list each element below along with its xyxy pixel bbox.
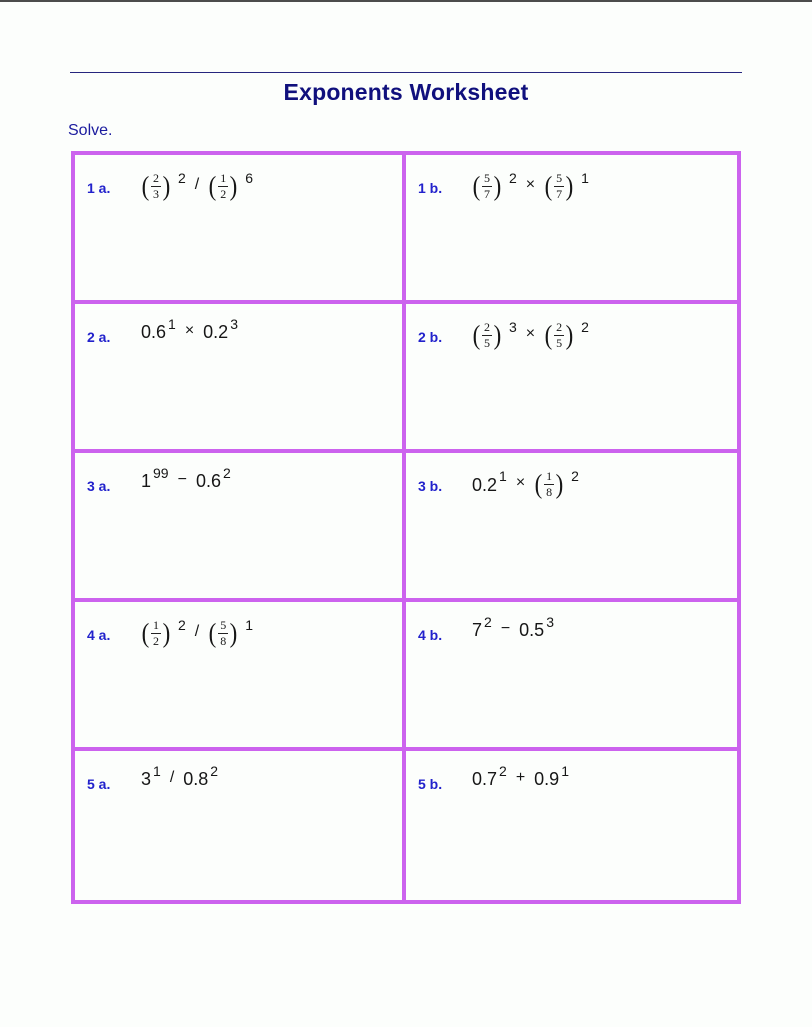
exponent: 6 — [245, 170, 254, 187]
problem-label: 4 b. — [418, 627, 443, 643]
open-paren: ( — [208, 170, 217, 201]
problem-expression — [472, 171, 589, 201]
exponent: 1 — [561, 762, 569, 779]
fraction — [141, 170, 171, 201]
problem-expression — [141, 464, 231, 492]
base-number: 0.7 — [472, 769, 498, 789]
denominator: 2 — [220, 186, 227, 201]
numerator: 2 — [556, 320, 563, 334]
fraction-stack — [554, 172, 564, 200]
numerator: 5 — [484, 171, 490, 185]
exponent: 1 — [499, 468, 507, 485]
problem-expression — [472, 613, 554, 641]
problem-expression — [141, 315, 238, 343]
fraction-stack — [218, 619, 228, 647]
problem-label: 4 a. — [87, 627, 111, 643]
exponent: 3 — [546, 613, 554, 630]
denominator: 7 — [484, 186, 490, 201]
fraction — [534, 468, 564, 499]
fraction — [472, 319, 502, 350]
operator: × — [525, 176, 536, 194]
problem-expression — [141, 171, 253, 201]
problem-cell — [406, 304, 737, 453]
base-number: 0.2 — [472, 474, 498, 495]
numerator: 1 — [546, 469, 553, 483]
numerator: 1 — [153, 618, 159, 632]
fraction — [141, 617, 171, 648]
operator: × — [525, 325, 536, 343]
problem-expression — [141, 618, 253, 648]
close-paren: ) — [162, 617, 171, 648]
close-paren: ) — [565, 170, 574, 201]
close-paren: ) — [565, 319, 574, 350]
fraction-stack — [482, 321, 492, 349]
page-title: Exponents Worksheet — [283, 79, 529, 105]
open-paren: ( — [544, 170, 553, 201]
problem-label: 5 b. — [418, 776, 443, 792]
operator: × — [184, 321, 195, 339]
base-number: 0.2 — [203, 322, 229, 342]
open-paren: ( — [141, 170, 150, 201]
fraction-stack — [151, 172, 161, 200]
numerator: 5 — [556, 171, 563, 185]
exponent: 2 — [210, 762, 219, 779]
problem-cell — [75, 155, 406, 304]
problem-label: 1 a. — [87, 180, 111, 196]
exponent: 2 — [571, 468, 579, 485]
fraction — [544, 319, 574, 350]
operator: − — [500, 619, 511, 637]
exponent: 2 — [499, 762, 507, 779]
problem-cell — [406, 602, 737, 751]
base-number: 0.6 — [141, 322, 167, 342]
close-paren: ) — [493, 319, 502, 350]
denominator: 5 — [556, 335, 563, 350]
exponent: 1 — [581, 170, 589, 187]
base-number: 7 — [472, 620, 483, 640]
denominator: 7 — [556, 186, 563, 201]
problem-expression — [141, 762, 219, 790]
fraction-stack — [544, 470, 554, 498]
base-number: 0.6 — [195, 471, 221, 491]
exponent: 1 — [168, 315, 176, 332]
numerator: 2 — [153, 171, 159, 185]
problem-cell — [406, 155, 737, 304]
title-divider-line — [70, 72, 742, 73]
problem-label: 3 b. — [418, 478, 443, 494]
denominator: 2 — [153, 633, 159, 648]
open-paren: ( — [141, 617, 150, 648]
operator: / — [169, 768, 175, 786]
problem-label: 3 a. — [87, 478, 111, 494]
exponent: 2 — [581, 319, 589, 336]
close-paren: ) — [555, 468, 564, 499]
exponent: 2 — [178, 170, 186, 187]
problem-cell — [75, 304, 406, 453]
worksheet-grid — [71, 151, 741, 904]
exponent: 1 — [153, 762, 161, 779]
problem-expression — [472, 762, 569, 790]
open-paren: ( — [534, 468, 543, 499]
problem-cell — [406, 453, 737, 602]
base-number: 3 — [141, 769, 152, 789]
window-top-edge — [0, 0, 812, 2]
operator: / — [194, 176, 200, 194]
close-paren: ) — [229, 617, 238, 648]
close-paren: ) — [229, 170, 238, 201]
problem-label: 5 a. — [87, 776, 111, 792]
instruction-text: Solve. — [68, 122, 113, 139]
open-paren: ( — [208, 617, 217, 648]
exponent: 1 — [245, 617, 254, 634]
fraction — [472, 170, 502, 201]
close-paren: ) — [162, 170, 171, 201]
operator: × — [515, 474, 526, 492]
base-number: 0.5 — [519, 620, 545, 640]
exponent: 2 — [222, 464, 231, 481]
base-number: 1 — [141, 471, 152, 491]
problem-cell — [75, 453, 406, 602]
problem-cell — [406, 751, 737, 900]
exponent: 2 — [484, 613, 492, 630]
close-paren: ) — [493, 170, 502, 201]
operator: / — [194, 623, 200, 641]
fraction — [544, 170, 574, 201]
fraction — [208, 617, 238, 648]
open-paren: ( — [472, 170, 481, 201]
exponent: 99 — [153, 464, 169, 481]
open-paren: ( — [472, 319, 481, 350]
exponent: 2 — [178, 617, 186, 634]
problem-cell — [75, 602, 406, 751]
problem-expression — [472, 469, 579, 499]
numerator: 2 — [484, 320, 490, 334]
operator: + — [515, 768, 526, 786]
exponent: 3 — [230, 315, 238, 332]
numerator: 1 — [220, 171, 227, 185]
fraction — [208, 170, 238, 201]
fraction-stack — [482, 172, 492, 200]
problem-cell — [75, 751, 406, 900]
open-paren: ( — [544, 319, 553, 350]
denominator: 8 — [546, 484, 553, 499]
problem-expression — [472, 320, 589, 350]
problem-label: 2 a. — [87, 329, 111, 345]
problem-label: 2 b. — [418, 329, 443, 345]
exponent: 2 — [509, 170, 517, 187]
fraction-stack — [151, 619, 161, 647]
exponent: 3 — [509, 319, 517, 336]
numerator: 5 — [220, 618, 227, 632]
denominator: 8 — [220, 633, 227, 648]
denominator: 3 — [153, 186, 159, 201]
denominator: 5 — [484, 335, 490, 350]
fraction-stack — [554, 321, 564, 349]
base-number: 0.8 — [183, 769, 209, 789]
operator: − — [177, 470, 187, 488]
base-number: 0.9 — [534, 769, 560, 789]
problem-label: 1 b. — [418, 180, 443, 196]
fraction-stack — [218, 172, 228, 200]
